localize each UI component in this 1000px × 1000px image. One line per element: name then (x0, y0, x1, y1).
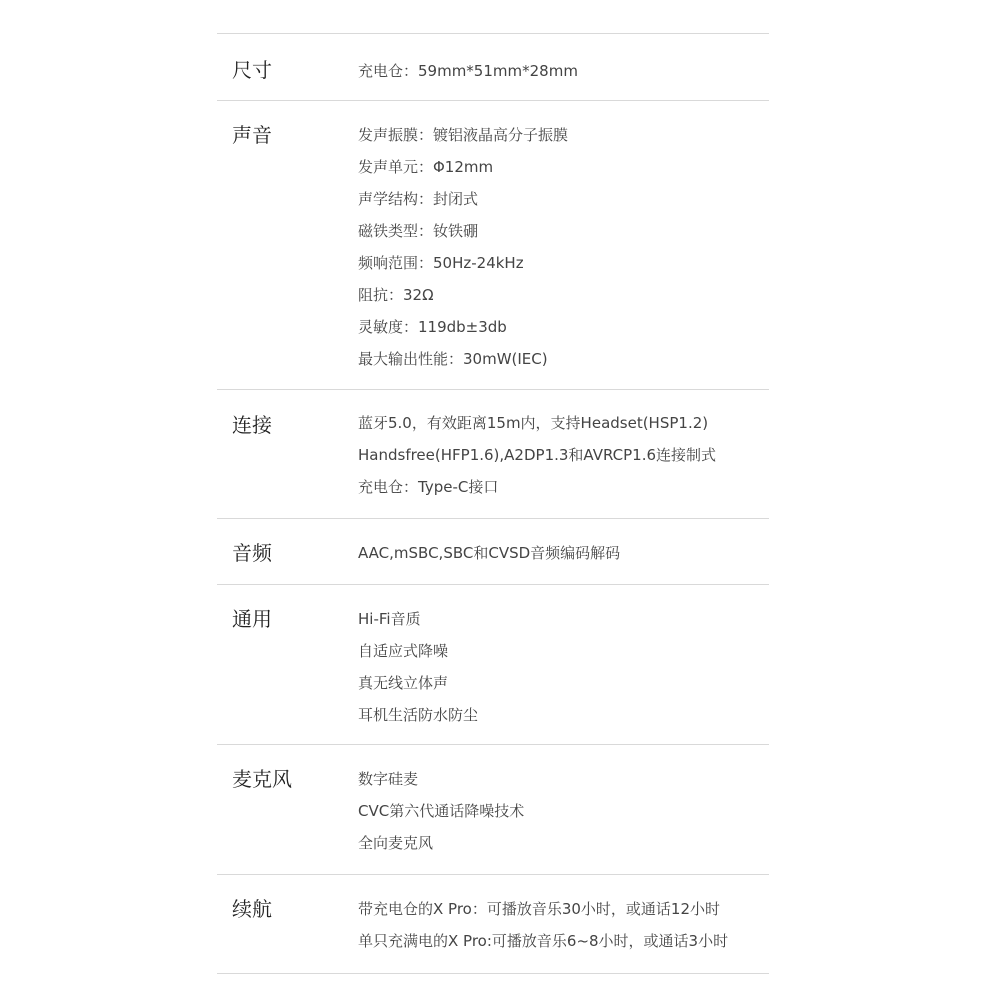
spec-line: 声学结构：封闭式 (358, 190, 479, 208)
spec-label-general: 通用 (232, 607, 272, 631)
spec-line: 充电仓：Type-C接口 (358, 478, 499, 496)
spec-values-connection (358, 390, 769, 518)
spec-row-sound (217, 100, 769, 389)
spec-line: 发声单元：Φ12mm (358, 158, 494, 176)
spec-line: 单只充满电的X Pro:可播放音乐6~8小时，或通话3小时 (358, 932, 729, 950)
spec-line: 磁铁类型：钕铁硼 (358, 222, 479, 240)
spec-line: 耳机生活防水防尘 (358, 706, 479, 724)
spec-line: 灵敏度：119db±3db (358, 318, 507, 336)
spec-values-microphone (358, 745, 769, 874)
spec-line: 最大输出性能：30mW(IEC) (358, 350, 548, 368)
spec-line: Handsfree(HFP1.6),A2DP1.3和AVRCP1.6连接制式 (358, 446, 717, 464)
spec-line: 全向麦克风 (358, 834, 434, 852)
spec-line: 阻抗：32Ω (358, 286, 434, 304)
spec-line: AAC,mSBC,SBC和CVSD音频编码解码 (358, 544, 621, 562)
spec-row-connection (217, 389, 769, 518)
spec-line: 蓝牙5.0，有效距离15m内，支持Headset(HSP1.2) (358, 414, 709, 432)
spec-values-battery (358, 875, 769, 973)
spec-values-audio (358, 519, 769, 584)
spec-line: 充电仓：59mm*51mm*28mm (358, 62, 578, 80)
spec-row-battery (217, 874, 769, 974)
spec-line: 真无线立体声 (358, 674, 449, 692)
spec-row-size (217, 33, 769, 100)
spec-line: 带充电仓的X Pro：可播放音乐30小时，或通话12小时 (358, 900, 721, 918)
spec-label-battery: 续航 (232, 897, 272, 921)
spec-line: 自适应式降噪 (358, 642, 449, 660)
spec-row-audio (217, 518, 769, 584)
spec-line: Hi-Fi音质 (358, 610, 421, 628)
spec-label-microphone: 麦克风 (232, 767, 292, 791)
spec-label-sound: 声音 (232, 123, 272, 147)
spec-row-microphone (217, 744, 769, 874)
spec-label-audio: 音频 (232, 541, 272, 565)
spec-row-general (217, 584, 769, 744)
spec-line: 数字硅麦 (358, 770, 419, 788)
spec-line: 频响范围：50Hz-24kHz (358, 254, 524, 272)
spec-line: 发声振膜：镀铝液晶高分子振膜 (358, 126, 569, 144)
spec-table (217, 33, 769, 974)
spec-label-size: 尺寸 (232, 58, 272, 82)
spec-label-connection: 连接 (232, 413, 272, 437)
spec-line: CVC第六代通话降噪技术 (358, 802, 525, 820)
spec-values-general (358, 585, 769, 744)
spec-values-size (358, 34, 769, 100)
spec-values-sound (358, 101, 769, 389)
